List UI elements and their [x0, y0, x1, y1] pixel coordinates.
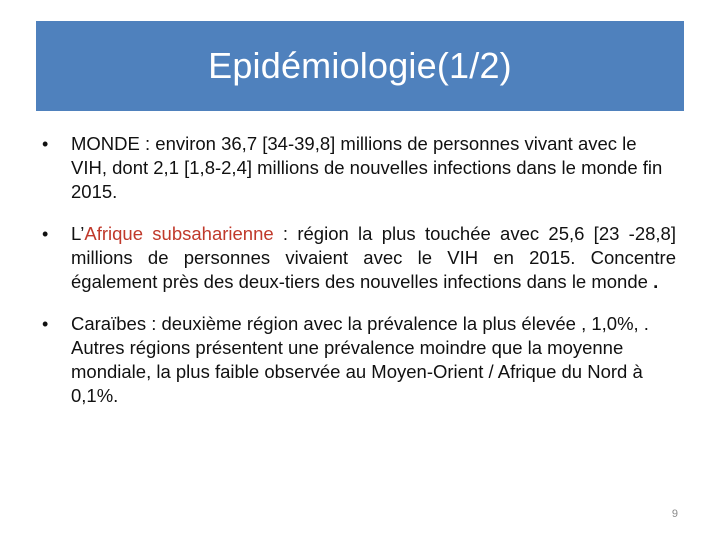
bullet-dot-icon: • [42, 224, 49, 244]
bullet-item-caraibes [36, 312, 676, 408]
slide-content [36, 132, 676, 426]
page-number: 9 [671, 508, 678, 520]
bullet-item-afrique [36, 222, 676, 294]
bullet-suffix: . [653, 271, 659, 292]
slide-title: Epidémiologie(1/2) [208, 45, 512, 86]
bullet-dot-icon: • [42, 314, 49, 334]
bullet-text: MONDE : environ 36,7 [34-39,8] millions de personnes vivant avec le VIH, dont 2,1 [1,8-2,4] millions de nouvelles infections dans le monde fin 2015. [71, 133, 663, 202]
slide-title-bar [36, 21, 684, 111]
bullet-item-monde [36, 132, 676, 204]
bullet-prefix: L’ [71, 223, 85, 244]
bullet-highlight: Afrique subsaharienne [84, 223, 274, 244]
bullet-text: Caraïbes : deuxième région avec la prévalence la plus élevée , 1,0%, . Autres régions présentent une prévalence moindre que la moyenne mondiale, la plus faible observée au Moyen-Orient / Afrique du Nord à 0,1%. [71, 313, 649, 406]
bullet-text: : région la plus touchée avec 25,6 [23 -28,8] millions de personnes vivaient avec le VIH en 2015. Concentre également près des deux-tiers des nouvelles infections dans le monde [71, 223, 676, 292]
bullet-dot-icon: • [42, 134, 49, 154]
